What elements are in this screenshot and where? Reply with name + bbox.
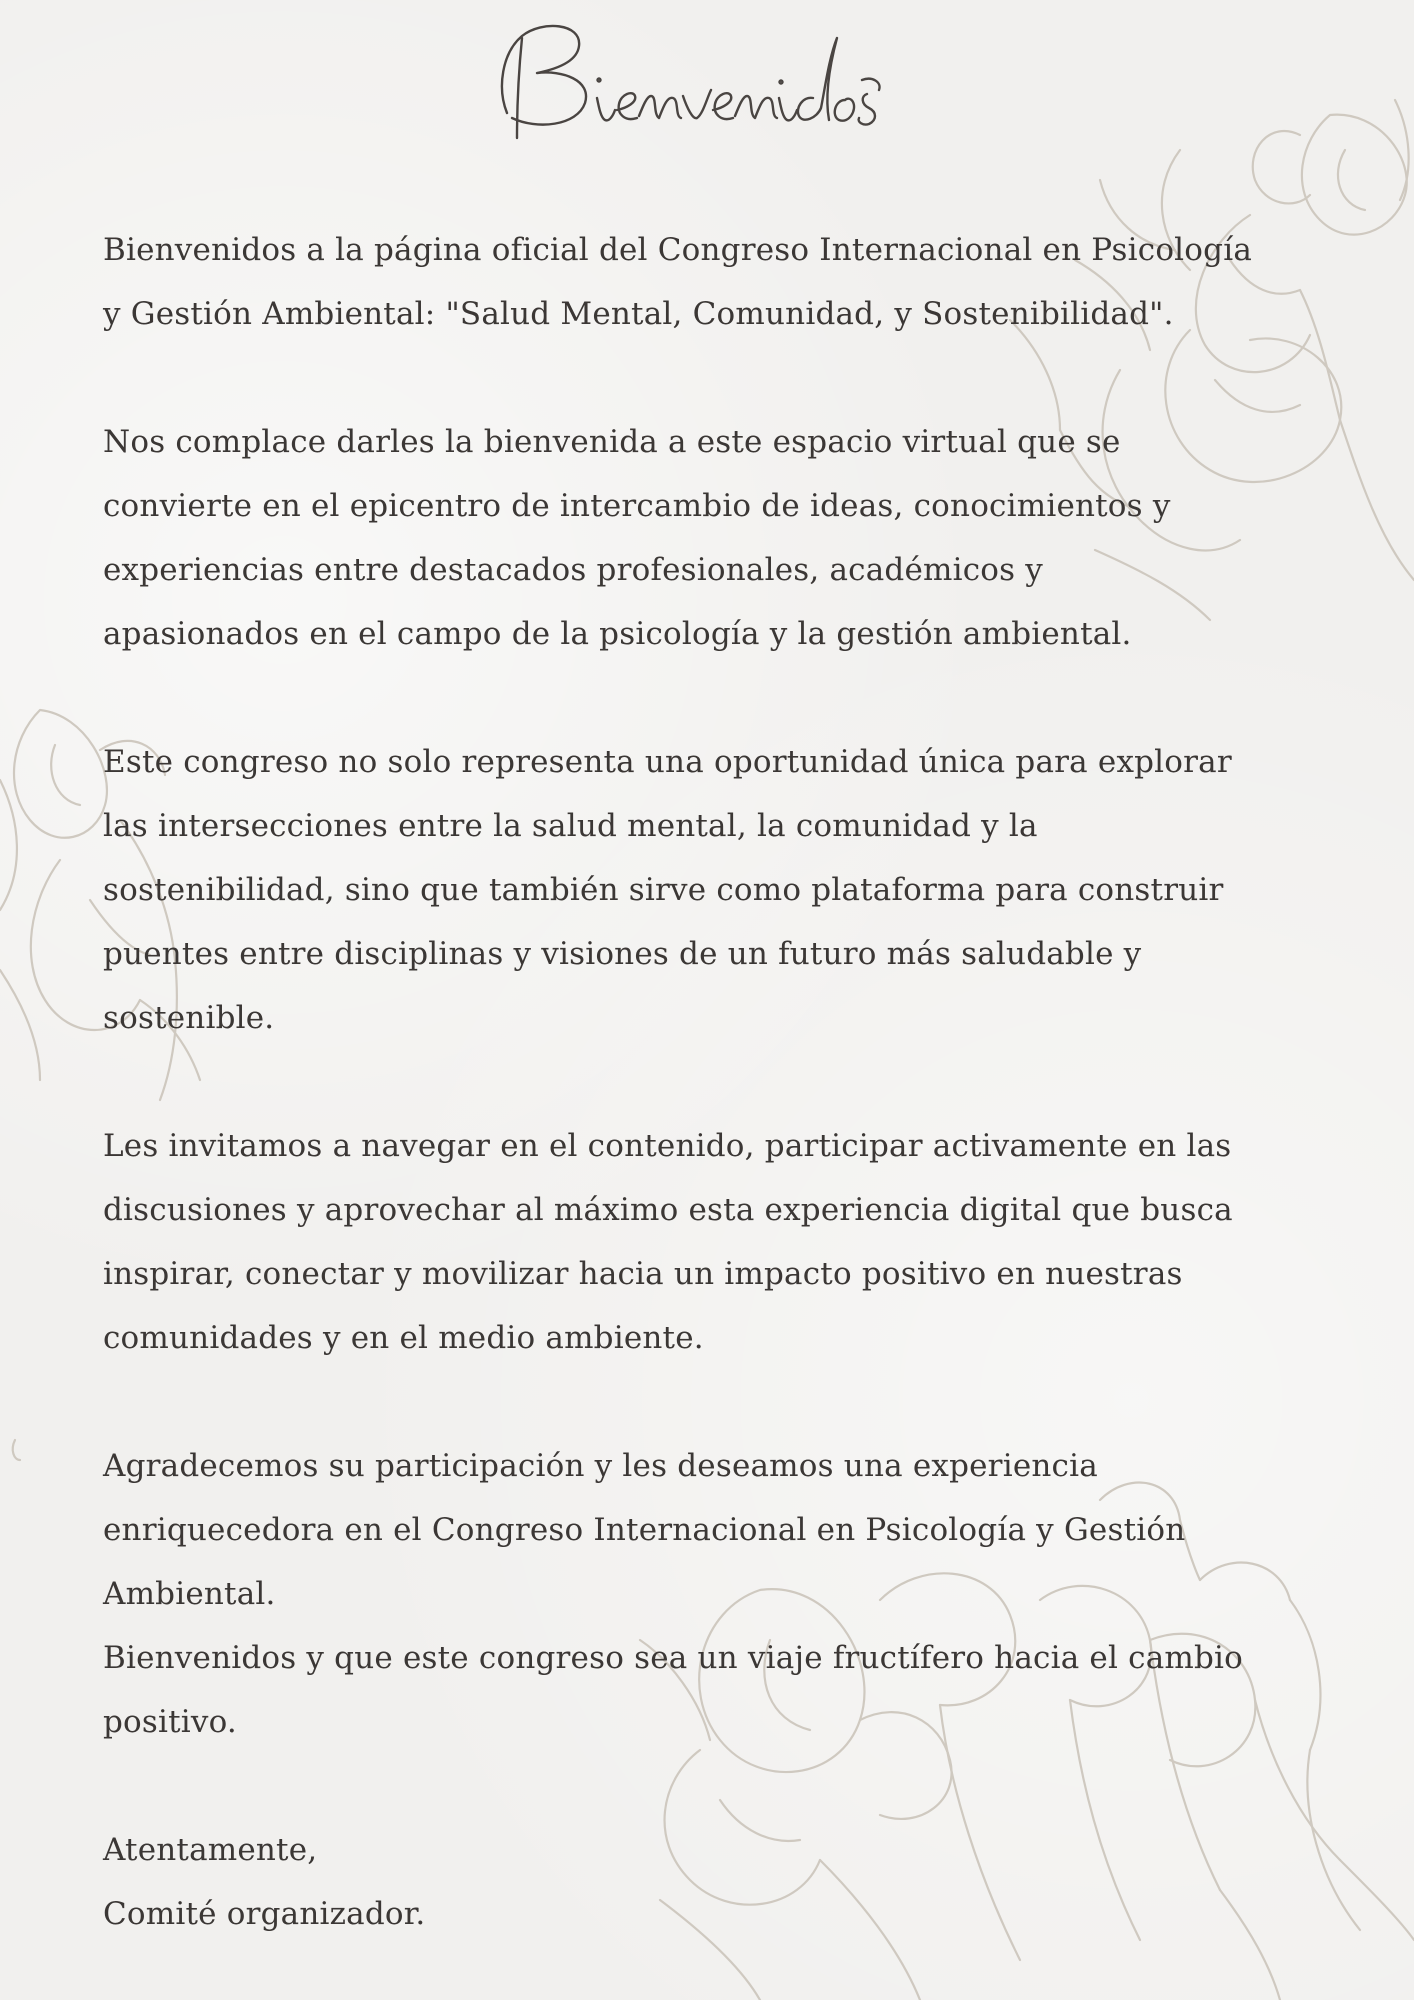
text-line: Bienvenidos a la página oficial del Congreso Internacional en Psicología xyxy=(103,232,1253,268)
paragraph-purpose xyxy=(103,730,1333,1050)
text-line: Este congreso no solo representa una oportunidad única para explorar xyxy=(103,744,1232,780)
text-line: Bienvenidos y que este congreso sea un viaje fructífero hacia el cambio xyxy=(103,1640,1244,1676)
text-line: comunidades y en el medio ambiente. xyxy=(103,1320,704,1356)
page-title xyxy=(0,18,1414,158)
text-line: apasionados en el campo de la psicología y la gestión ambiental. xyxy=(103,616,1132,652)
closing-salutation: Atentamente, xyxy=(103,1832,318,1868)
paragraph-invitation xyxy=(103,1114,1333,1370)
text-line: experiencias entre destacados profesionales, académicos y xyxy=(103,552,1044,588)
closing-signature: Comité organizador. xyxy=(103,1896,426,1932)
text-line: sostenibilidad, sino que también sirve como plataforma para construir xyxy=(103,872,1224,908)
text-line: y Gestión Ambiental: "Salud Mental, Comunidad, y Sostenibilidad". xyxy=(103,296,1174,332)
text-line: inspirar, conectar y movilizar hacia un impacto positivo en nuestras xyxy=(103,1256,1183,1292)
paragraph-thanks xyxy=(103,1434,1333,1754)
text-line: las intersecciones entre la salud mental, la comunidad y la xyxy=(103,808,1038,844)
text-line: Agradecemos su participación y les deseamos una experiencia xyxy=(103,1448,1098,1484)
text-line: Ambiental. xyxy=(103,1576,276,1612)
text-line: convierte en el epicentro de intercambio de ideas, conocimientos y xyxy=(103,488,1171,524)
welcome-letter xyxy=(103,218,1333,1946)
closing xyxy=(103,1818,1333,1946)
paragraph-welcome xyxy=(103,410,1333,666)
text-line: positivo. xyxy=(103,1704,237,1740)
text-line: sostenible. xyxy=(103,1000,275,1036)
paragraph-intro xyxy=(103,218,1333,346)
text-line: puentes entre disciplinas y visiones de un futuro más saludable y xyxy=(103,936,1142,972)
text-line: Les invitamos a navegar en el contenido, participar activamente en las xyxy=(103,1128,1232,1164)
text-line: Nos complace darles la bienvenida a este espacio virtual que se xyxy=(103,424,1121,460)
text-line: enriquecedora en el Congreso Internacional en Psicología y Gestión xyxy=(103,1512,1186,1548)
bienvenidos-script-lettering xyxy=(467,18,947,158)
text-line: discusiones y aprovechar al máximo esta experiencia digital que busca xyxy=(103,1192,1233,1228)
